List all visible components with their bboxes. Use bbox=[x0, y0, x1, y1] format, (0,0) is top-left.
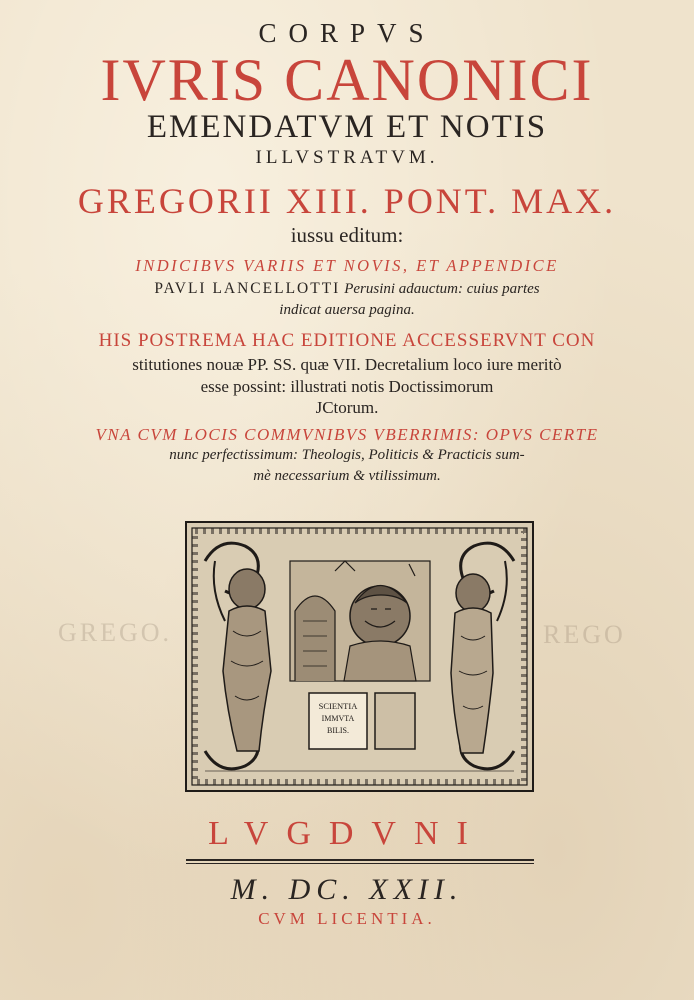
motto-line-2: IMMVTA bbox=[321, 714, 355, 723]
printers-device-woodcut bbox=[185, 521, 534, 792]
illustratum-line: ILLVSTRATVM. bbox=[255, 147, 439, 168]
motto-tablet bbox=[309, 693, 415, 749]
his-postrema-line: HIS POSTREMA HAC EDITIONE ACCESSERVNT CON bbox=[98, 330, 596, 351]
show-through-text-left: GREGO. bbox=[58, 618, 173, 647]
esse-line: esse possint: illustrati notis Doctissimorum bbox=[200, 377, 494, 396]
motto-line-1: SCIENTIA bbox=[318, 701, 358, 711]
imprint-rule bbox=[186, 859, 534, 864]
vna-cum-line: VNA CVM LOCIS COMMVNIBVS VBERRIMIS: OPVS CERTE bbox=[95, 425, 599, 444]
gregorii-line: GREGORII XIII. PONT. MAX. bbox=[77, 181, 617, 221]
me-line: mè necessarium & vtilissimum. bbox=[253, 468, 441, 484]
pauli-name: PAVLI LANCELLOTTI bbox=[154, 280, 341, 297]
jctorum-line: JCtorum. bbox=[315, 398, 379, 417]
show-through-text-right: REGO bbox=[543, 620, 626, 649]
pauli-rest: Perusini adauctum: cuius partes bbox=[344, 281, 540, 297]
imprint-date: M. DC. XXII. bbox=[230, 873, 464, 906]
imprint-place: LVGDVNI bbox=[208, 815, 486, 852]
iussu-line: iussu editum: bbox=[290, 223, 404, 247]
emendatum-line: EMENDATVM ET NOTIS bbox=[146, 109, 548, 145]
motto-line-3: BILIS. bbox=[327, 726, 349, 735]
corpus-heading: CORPVS bbox=[258, 18, 436, 48]
stitutiones-line: stitutiones nouæ PP. SS. quæ VII. Decretalium loco iure meritò bbox=[132, 355, 562, 374]
indicibus-line: INDICIBVS VARIIS ET NOVIS, ET APPENDICE bbox=[135, 256, 559, 275]
pauli-line bbox=[0, 281, 694, 297]
nunc-line: nunc perfectissimum: Theologis, Politicis & Practicis sum- bbox=[169, 447, 525, 463]
indicat-line: indicat auersa pagina. bbox=[279, 302, 415, 318]
central-scene-illustration bbox=[290, 561, 430, 681]
main-title: IVRIS CANONICI bbox=[100, 47, 594, 113]
cum-licentia: CVM LICENTIA. bbox=[258, 909, 436, 928]
